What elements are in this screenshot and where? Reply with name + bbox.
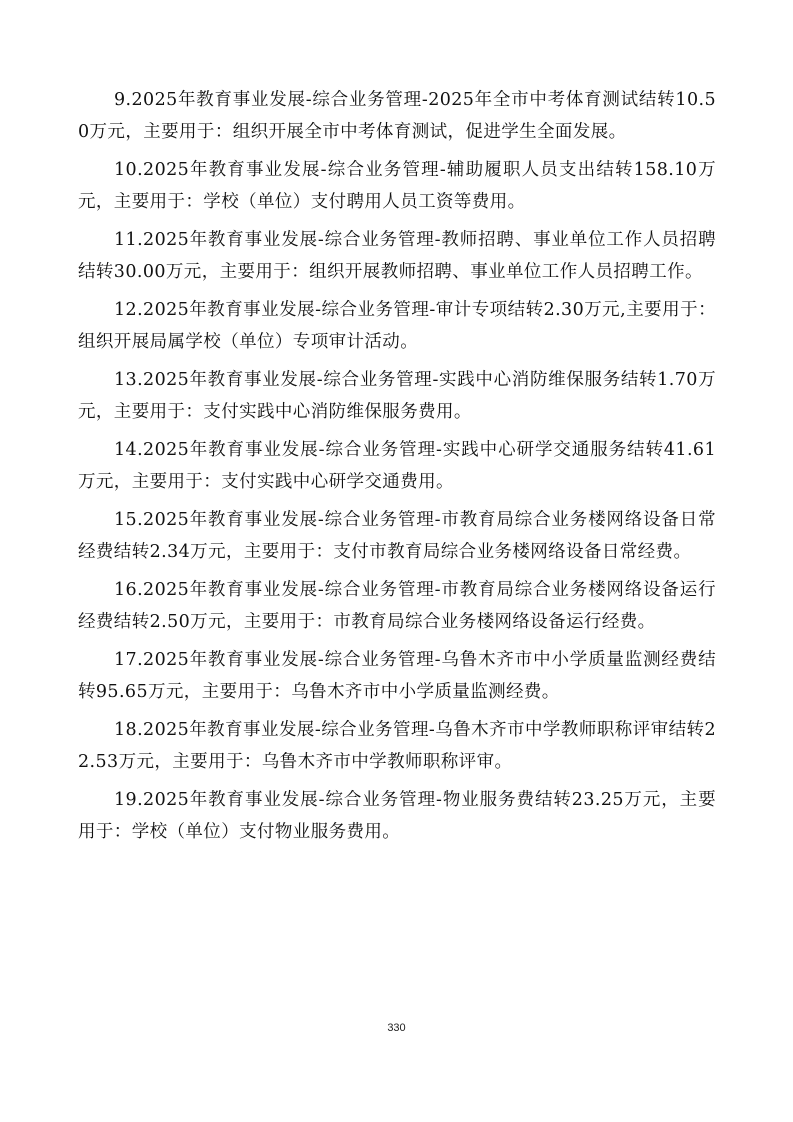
paragraph-item-16: 16.2025年教育事业发展-综合业务管理-市教育局综合业务楼网络设备运行经费结转2.50万元，主要用于：市教育局综合业务楼网络设备运行经费。 xyxy=(78,580,716,632)
paragraph-item-13: 13.2025年教育事业发展-综合业务管理-实践中心消防维保服务结转1.70万元，主要用于：支付实践中心消防维保服务费用。 xyxy=(78,370,716,422)
paragraph-item-14: 14.2025年教育事业发展-综合业务管理-实践中心研学交通服务结转41.61万元，主要用于：支付实践中心研学交通费用。 xyxy=(78,440,716,492)
paragraph-item-17: 17.2025年教育事业发展-综合业务管理-乌鲁木齐市中小学质量监测经费结转95.65万元，主要用于：乌鲁木齐市中小学质量监测经费。 xyxy=(78,650,716,702)
paragraph-item-12: 12.2025年教育事业发展-综合业务管理-审计专项结转2.30万元,主要用于：组织开展局属学校（单位）专项审计活动。 xyxy=(78,300,716,352)
page-number: 330 xyxy=(387,1022,406,1034)
paragraph-item-19: 19.2025年教育事业发展-综合业务管理-物业服务费结转23.25万元，主要用于：学校（单位）支付物业服务费用。 xyxy=(78,790,716,842)
paragraph-item-18: 18.2025年教育事业发展-综合业务管理-乌鲁木齐市中学教师职称评审结转22.53万元，主要用于：乌鲁木齐市中学教师职称评审。 xyxy=(78,720,716,772)
paragraph-item-10: 10.2025年教育事业发展-综合业务管理-辅助履职人员支出结转158.10万元，主要用于：学校（单位）支付聘用人员工资等费用。 xyxy=(78,160,716,212)
paragraph-item-9: 9.2025年教育事业发展-综合业务管理-2025年全市中考体育测试结转10.50万元，主要用于：组织开展全市中考体育测试，促进学生全面发展。 xyxy=(78,90,716,142)
paragraph-item-11: 11.2025年教育事业发展-综合业务管理-教师招聘、事业单位工作人员招聘结转30.00万元，主要用于：组织开展教师招聘、事业单位工作人员招聘工作。 xyxy=(78,230,716,282)
document-body xyxy=(78,84,716,854)
paragraph-item-15: 15.2025年教育事业发展-综合业务管理-市教育局综合业务楼网络设备日常经费结转2.34万元，主要用于：支付市教育局综合业务楼网络设备日常经费。 xyxy=(78,510,716,562)
